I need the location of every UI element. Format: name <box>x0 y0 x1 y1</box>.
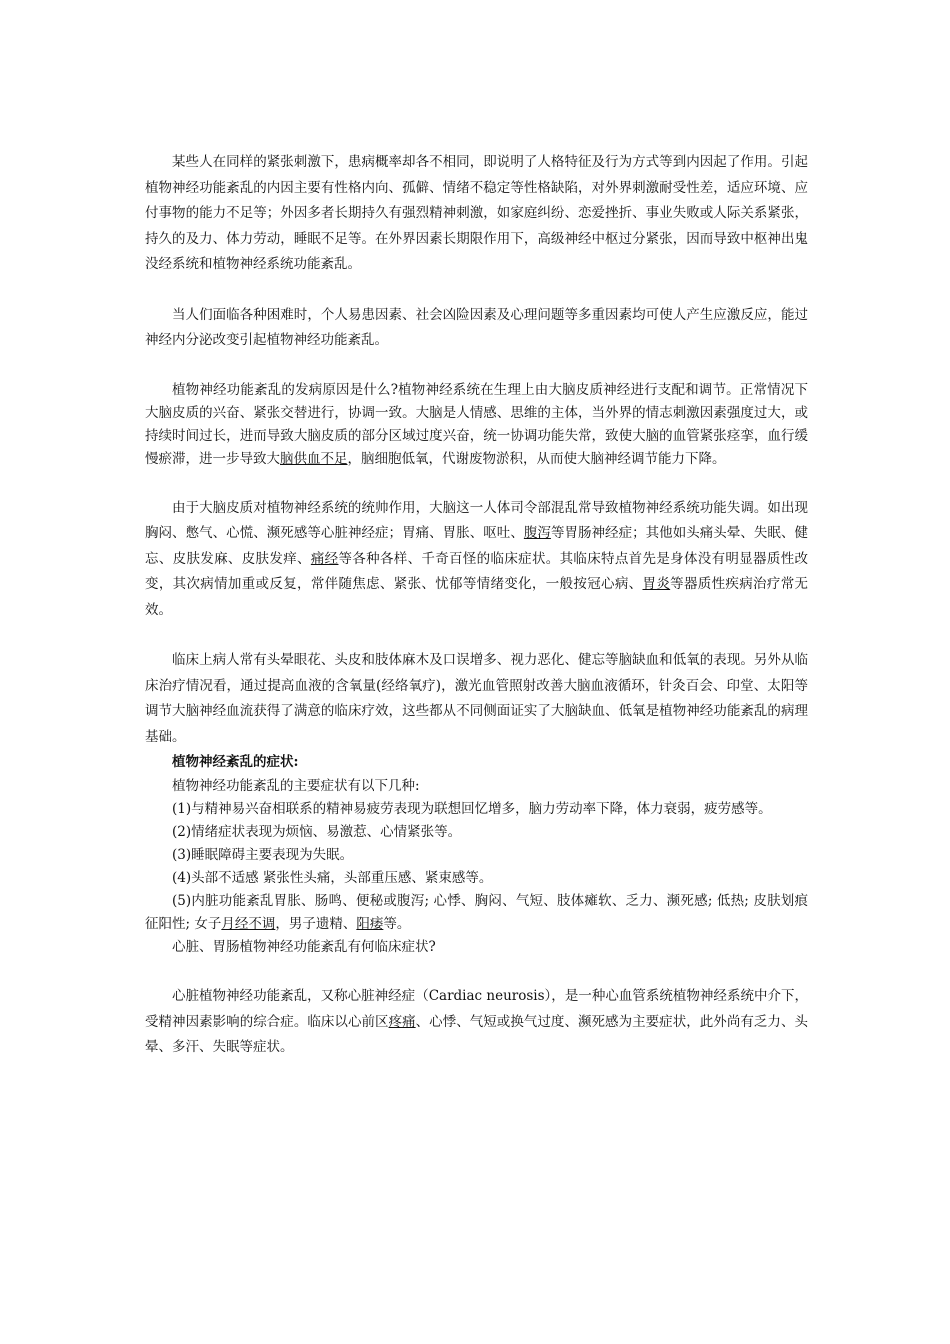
link-irregular-menstruation[interactable]: 月经不调 <box>221 916 276 932</box>
link-dysmenorrhea[interactable]: 痛经 <box>310 550 339 567</box>
paragraph-clinical-evidence: 临床上病人常有头晕眼花、头皮和肢体麻木及口误增多、视力恶化、健忘等脑缺血和低氧的表现。另外从临床治疗情况看，通过提高血液的含氧量(经络氧疗)，激光血管照射改善大脑血液循环，针灸百会、印堂、太阳等调节大脑神经血流获得了满意的临床疗效，这些都从不同侧面证实了大脑缺血、低氧是植物神经功能紊乱的病理基础。 <box>145 652 808 745</box>
symptoms-intro: 植物神经功能紊乱的主要症状有以下几种: <box>172 778 420 794</box>
item-text: 等。 <box>383 916 411 932</box>
symptom-item-1: (1)与精神易兴奋相联系的精神易疲劳表现为联想回忆增多，脑力劳动率下降，体力衰弱，疲劳感等。 <box>172 801 772 817</box>
paragraph-text: ，脑细胞低氧，代谢废物淤积，从而使大脑神经调节能力下降。 <box>347 450 726 467</box>
paragraph-text: 由于大脑皮质对植物神经系统的统帅作用，大脑这一人体司令部混乱常导致植物神经系统功能失调。如出现胸闷、憋气、心慌、濒死感等心脏神经症；胃痛、胃胀、呕吐、 <box>145 499 808 541</box>
paragraph-internal-causes: 某些人在同样的紧张刺激下，患病概率却各不相同，即说明了人格特征及行为方式等到内因起了作用。引起植物神经功能紊乱的内因主要有性格内向、孤僻、情绪不稳定等性格缺陷，对外界刺激耐受性差，适应环境、应付事物的能力不足等；外因多者长期持久有强烈精神刺激，如家庭纠纷、恋爱挫折、事业失败或人际关系紧张，持久的及力、体力劳动，睡眠不足等。在外界因素长期限作用下，高级神经中枢过分紧张，因而导致中枢神出鬼没经系统和植物神经系统功能紊乱。 <box>145 154 808 272</box>
symptom-item-3: (3)睡眠障碍主要表现为失眠。 <box>172 847 354 863</box>
paragraph-text: 等各种各样、千奇百怪的临床症状。其临床特点首先是身体没有明显器质性改变，其次病情加重或反复，常伴随焦虑、紧张、忧郁等情绪变化，一般按冠心病、 <box>145 550 809 592</box>
question-cardiac-gastro: 心脏、胃肠植物神经功能紊乱有何临床症状? <box>172 939 436 955</box>
paragraph-cardiac-neurosis <box>145 984 808 1061</box>
item-text: (5)内脏功能紊乱胃胀、肠鸣、便秘或腹泻; 心悸、胸闷、气短、肢体瘫软、乏力、濒死感; 低热; 皮肤划痕征阳性; 女子 <box>145 893 808 932</box>
paragraph-text: 心脏植物神经功能紊乱，又称心脏神经症（Cardiac neurosis），是一种心血管系统植物神经系统中介下，受精神因素影响的综合症。临床以心前区 <box>145 988 808 1030</box>
link-impotence[interactable]: 阳痿 <box>356 916 384 932</box>
document-body <box>145 150 808 1061</box>
paragraph-dysfunction-symptoms <box>145 496 808 624</box>
section-heading-symptoms: 植物神经紊乱的症状: <box>172 754 299 770</box>
item-text: ，男子遗精、 <box>275 916 357 932</box>
paragraph-text: 、心悸、气短或换气过度、濒死感为主要症状，此外尚有乏力、头晕、多汗、失眠等症状。 <box>145 1013 808 1055</box>
link-diarrhea[interactable]: 腹泻 <box>523 525 551 541</box>
symptom-item-5 <box>145 890 808 936</box>
symptom-item-4: (4)头部不适感 紧张性头痛，头部重压感、紧束感等。 <box>172 870 493 886</box>
paragraph-text: 植物神经功能紊乱的发病原因是什么?植物神经系统在生理上由大脑皮质神经进行支配和调节。正常情况下大脑皮质的兴奋、紧张交替进行，协调一致。大脑是人情感、思维的主体，当外界的情志刺激因素强度过大，或持续时间过长，进而导致大脑皮质的部分区域过度兴奋，统一协调功能失常，致使大脑的血管紧张痉挛，血行缓慢瘀滞，进一步导致大 <box>145 381 808 467</box>
paragraph-stress-response: 当人们面临各种困难时，个人易患因素、社会凶险因素及心理问题等多重因素均可使人产生应激反应，能过神经内分泌改变引起植物神经功能紊乱。 <box>145 306 808 348</box>
link-pain[interactable]: 疼痛 <box>388 1013 416 1030</box>
paragraph-text: 等器质性疾病治疗常无效。 <box>145 576 809 618</box>
link-gastritis[interactable]: 胃炎 <box>642 576 671 592</box>
paragraph-text: 等胃肠神经症；其他如头痛头晕、失眠、健忘、皮肤发麻、皮肤发痒、 <box>145 525 808 567</box>
link-cerebral-ischemia[interactable]: 脑供血不足 <box>280 450 348 467</box>
symptom-item-2: (2)情绪症状表现为烦恼、易激惹、心情紧张等。 <box>172 824 462 840</box>
paragraph-pathogenesis <box>145 379 808 471</box>
